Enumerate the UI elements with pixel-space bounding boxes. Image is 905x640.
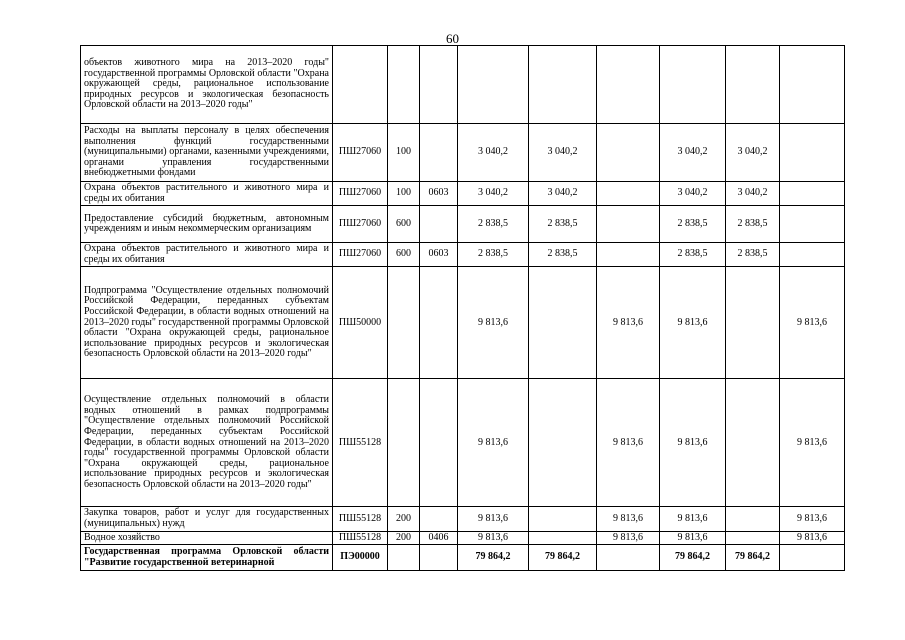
section-code	[420, 267, 458, 379]
expense-type-code: 100	[388, 182, 420, 206]
amount-col-2	[529, 531, 597, 545]
expense-type-code: 100	[388, 124, 420, 182]
amount-col-3: 9 813,6	[597, 379, 660, 507]
section-code	[420, 545, 458, 571]
amount-col-4: 9 813,6	[660, 507, 726, 531]
amount-col-1: 79 864,2	[458, 545, 529, 571]
amount-col-1: 9 813,6	[458, 507, 529, 531]
amount-col-1: 3 040,2	[458, 124, 529, 182]
amount-col-2: 3 040,2	[529, 182, 597, 206]
amount-col-3	[597, 46, 660, 124]
expense-type-code	[388, 46, 420, 124]
row-name: Осуществление отдельных полномочий в области водных отношений в рамках подпрограммы "Осуществление отдельных полномочий Российской Федерации, переданных субъектам Российской Федерации, в области водных отношений на 2013–2020 годы" государственной программы Орловской области "Охрана окружающей среды, рациональное использование природных ресурсов и экологическая безопасность Орловской области на 2013–2020 годы"	[81, 379, 333, 507]
amount-col-1: 9 813,6	[458, 267, 529, 379]
amount-col-4: 3 040,2	[660, 182, 726, 206]
amount-col-1: 9 813,6	[458, 379, 529, 507]
amount-col-4: 9 813,6	[660, 531, 726, 545]
expense-type-code: 600	[388, 243, 420, 267]
table-row	[81, 379, 845, 507]
amount-col-5: 2 838,5	[726, 243, 780, 267]
budget-table	[80, 45, 845, 571]
amount-col-6	[780, 124, 845, 182]
amount-col-2	[529, 379, 597, 507]
amount-col-3	[597, 545, 660, 571]
expense-type-code: 200	[388, 507, 420, 531]
row-name: Расходы на выплаты персоналу в целях обеспечения выполнения функций государственными (муниципальными) органами, казенными учреждениями, органами управления государственными внебюджетными фондами	[81, 124, 333, 182]
amount-col-2	[529, 507, 597, 531]
amount-col-3	[597, 182, 660, 206]
amount-col-5: 3 040,2	[726, 182, 780, 206]
amount-col-1: 2 838,5	[458, 243, 529, 267]
section-code: 0603	[420, 243, 458, 267]
page-number: 60	[446, 31, 459, 46]
program-code: ПЭ00000	[333, 545, 388, 571]
amount-col-2: 2 838,5	[529, 206, 597, 243]
table-row	[81, 507, 845, 531]
row-name: Закупка товаров, работ и услуг для государственных (муниципальных) нужд	[81, 507, 333, 531]
amount-col-4: 3 040,2	[660, 124, 726, 182]
amount-col-5	[726, 46, 780, 124]
amount-col-3	[597, 243, 660, 267]
amount-col-2	[529, 267, 597, 379]
amount-col-2: 79 864,2	[529, 545, 597, 571]
amount-col-6: 9 813,6	[780, 507, 845, 531]
expense-type-code: 200	[388, 531, 420, 545]
amount-col-5: 2 838,5	[726, 206, 780, 243]
table-row	[81, 124, 845, 182]
program-code: ПШ27060	[333, 182, 388, 206]
amount-col-6	[780, 182, 845, 206]
table-row	[81, 531, 845, 545]
row-name: Государственная программа Орловской области "Развитие государственной ветеринарной	[81, 545, 333, 571]
amount-col-6	[780, 206, 845, 243]
amount-col-3: 9 813,6	[597, 507, 660, 531]
amount-col-2: 3 040,2	[529, 124, 597, 182]
amount-col-4: 9 813,6	[660, 267, 726, 379]
amount-col-6: 9 813,6	[780, 531, 845, 545]
program-code	[333, 46, 388, 124]
section-code	[420, 379, 458, 507]
amount-col-3	[597, 124, 660, 182]
row-name: Предоставление субсидий бюджетным, автономным учреждениям и иным некоммерческим организациям	[81, 206, 333, 243]
program-code: ПШ27060	[333, 243, 388, 267]
row-name: Водное хозяйство	[81, 531, 333, 545]
table-row	[81, 206, 845, 243]
expense-type-code	[388, 545, 420, 571]
amount-col-6: 9 813,6	[780, 379, 845, 507]
program-code: ПШ55128	[333, 507, 388, 531]
amount-col-2: 2 838,5	[529, 243, 597, 267]
amount-col-5: 79 864,2	[726, 545, 780, 571]
table-row	[81, 267, 845, 379]
row-name: Подпрограмма "Осуществление отдельных полномочий Российской Федерации, переданных субъектам Российской Федерации, в области водных отношений на 2013–2020 годы" государственной программы Орловской области "Охрана окружающей среды, рациональное использование природных ресурсов и экологическая безопасность Орловской области на 2013–2020 годы"	[81, 267, 333, 379]
amount-col-4	[660, 46, 726, 124]
budget-table-body	[81, 46, 845, 571]
row-name: объектов животного мира на 2013–2020 годы" государственной программы Орловской области "Охрана окружающей среды, рациональное использование природных ресурсов и экологическая безопасность Орловской области на 2013–2020 годы"	[81, 46, 333, 124]
section-code: 0406	[420, 531, 458, 545]
table-row	[81, 182, 845, 206]
program-code: ПШ55128	[333, 531, 388, 545]
amount-col-6	[780, 46, 845, 124]
amount-col-4: 2 838,5	[660, 206, 726, 243]
section-code	[420, 46, 458, 124]
amount-col-5	[726, 507, 780, 531]
table-row	[81, 46, 845, 124]
amount-col-6: 9 813,6	[780, 267, 845, 379]
amount-col-5	[726, 267, 780, 379]
amount-col-5	[726, 379, 780, 507]
amount-col-6	[780, 243, 845, 267]
row-name: Охрана объектов растительного и животного мира и среды их обитания	[81, 182, 333, 206]
amount-col-2	[529, 46, 597, 124]
program-code: ПШ55128	[333, 379, 388, 507]
expense-type-code: 600	[388, 206, 420, 243]
section-code	[420, 206, 458, 243]
amount-col-3: 9 813,6	[597, 267, 660, 379]
amount-col-3	[597, 206, 660, 243]
amount-col-1	[458, 46, 529, 124]
expense-type-code	[388, 267, 420, 379]
row-name: Охрана объектов растительного и животного мира и среды их обитания	[81, 243, 333, 267]
amount-col-6	[780, 545, 845, 571]
section-code	[420, 124, 458, 182]
amount-col-1: 9 813,6	[458, 531, 529, 545]
program-code: ПШ50000	[333, 267, 388, 379]
amount-col-5	[726, 531, 780, 545]
amount-col-1: 3 040,2	[458, 182, 529, 206]
amount-col-4: 79 864,2	[660, 545, 726, 571]
amount-col-5: 3 040,2	[726, 124, 780, 182]
amount-col-4: 2 838,5	[660, 243, 726, 267]
amount-col-4: 9 813,6	[660, 379, 726, 507]
expense-type-code	[388, 379, 420, 507]
amount-col-1: 2 838,5	[458, 206, 529, 243]
section-code	[420, 507, 458, 531]
table-row	[81, 243, 845, 267]
table-row	[81, 545, 845, 571]
program-code: ПШ27060	[333, 124, 388, 182]
amount-col-3: 9 813,6	[597, 531, 660, 545]
program-code: ПШ27060	[333, 206, 388, 243]
section-code: 0603	[420, 182, 458, 206]
